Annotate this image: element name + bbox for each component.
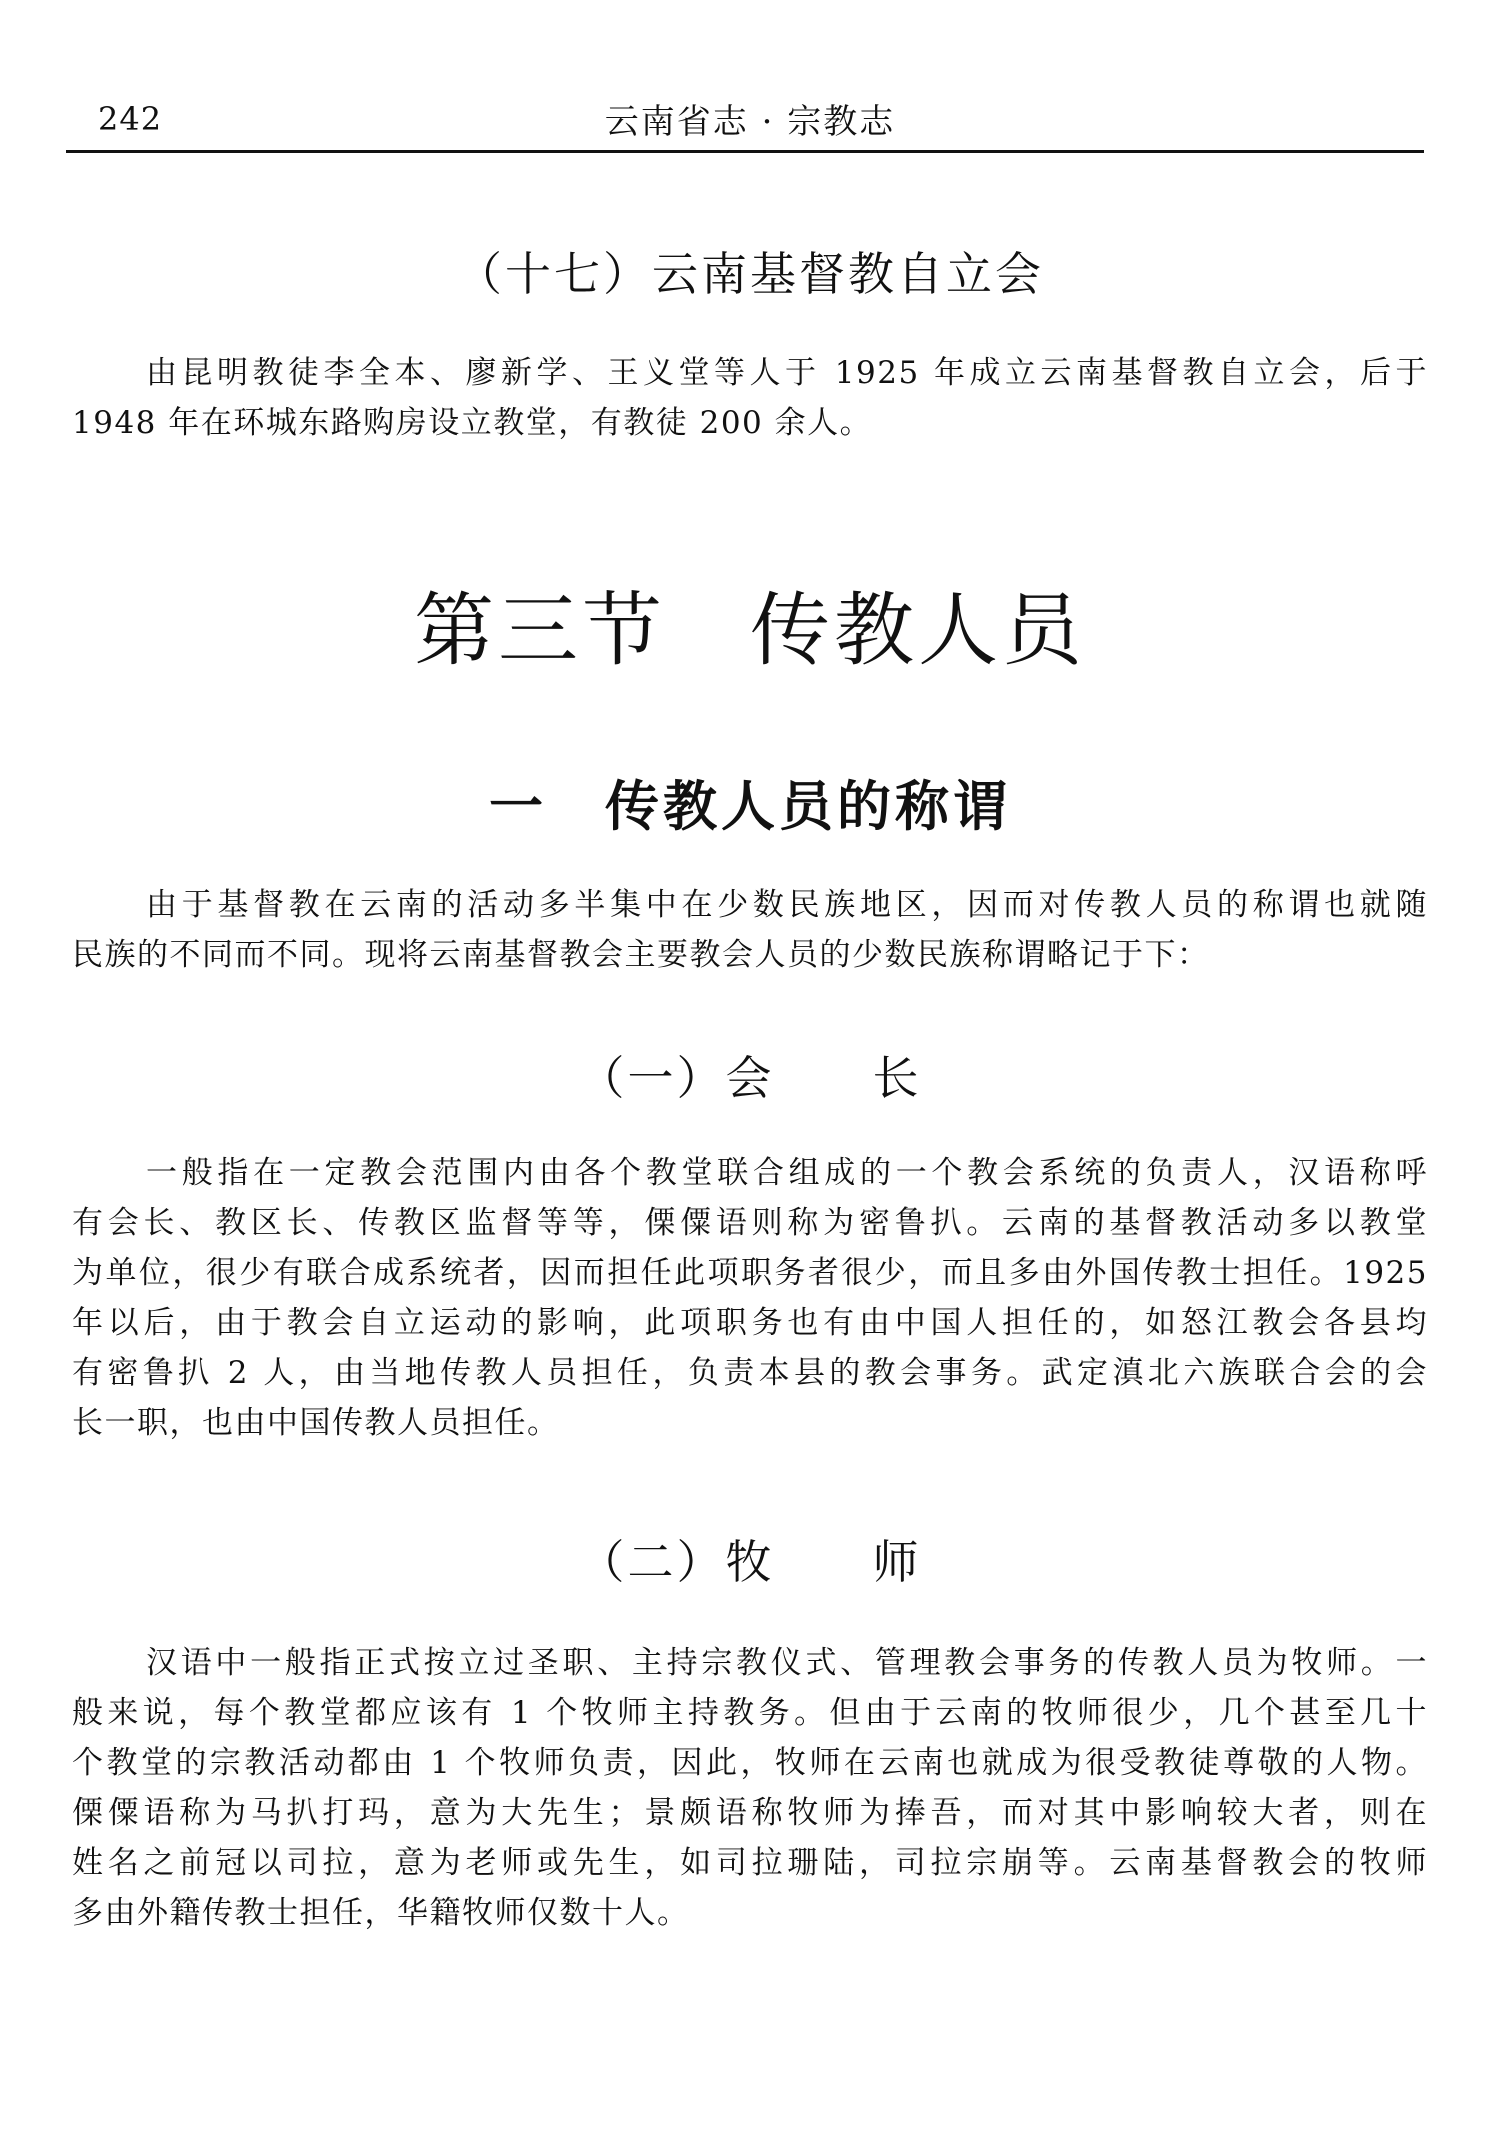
text-line: 1948 年在环城东路购房设立教堂，有教徒 200 余人。	[72, 405, 873, 441]
text-line: 傈僳语称为马扒打玛，意为大先生；景颇语称牧师为捧吾，而对其中影响较大者，则在	[72, 1795, 1428, 1831]
text-line: 为单位，很少有联合成系统者，因而担任此项职务者很少，而且多由外国传教士担任。1925	[72, 1255, 1428, 1291]
text-line: 汉语中一般指正式按立过圣职、主持宗教仪式、管理教会事务的传教人员为牧师。一	[146, 1645, 1428, 1681]
text-line: 姓名之前冠以司拉，意为老师或先生，如司拉珊陆，司拉宗崩等。云南基督教会的牧师	[72, 1845, 1428, 1881]
text-line: 个教堂的宗教活动都由 1 个牧师负责，因此，牧师在云南也就成为很受教徒尊敬的人物。	[72, 1745, 1428, 1781]
subsection-heading-2: （二）牧 师	[578, 1535, 922, 1589]
chapter-heading: 一 传教人员的称谓	[489, 775, 1011, 838]
text-line: 由昆明教徒李全本、廖新学、王义堂等人于 1925 年成立云南基督教自立会，后于	[146, 355, 1428, 391]
text-line: 有密鲁扒 2 人，由当地传教人员担任，负责本县的教会事务。武定滇北六族联合会的会	[72, 1355, 1428, 1391]
text-line: 一般指在一定教会范围内由各个教堂联合组成的一个教会系统的负责人，汉语称呼	[146, 1155, 1428, 1191]
header-rule	[66, 150, 1424, 153]
subsection-heading-17: （十七）云南基督教自立会	[456, 247, 1044, 301]
paragraph-intro	[72, 880, 1428, 980]
paragraph-sub1	[72, 1148, 1428, 1448]
paragraph-s17	[72, 348, 1428, 448]
text-line: 由于基督教在云南的活动多半集中在少数民族地区，因而对传教人员的称谓也就随	[146, 887, 1428, 923]
text-line: 般来说，每个教堂都应该有 1 个牧师主持教务。但由于云南的牧师很少，几个甚至几十	[72, 1695, 1428, 1731]
paragraph-sub2	[72, 1638, 1428, 1938]
page-number: 242	[98, 100, 163, 138]
text-line: 民族的不同而不同。现将云南基督教会主要教会人员的少数民族称谓略记于下：	[72, 937, 1210, 973]
text-line: 有会长、教区长、传教区监督等等，傈僳语则称为密鲁扒。云南的基督教活动多以教堂	[72, 1205, 1428, 1241]
text-line: 多由外籍传教士担任，华籍牧师仅数十人。	[72, 1895, 690, 1931]
subsection-heading-1: （一）会 长	[578, 1051, 922, 1105]
text-line: 年以后，由于教会自立运动的影响，此项职务也有由中国人担任的，如怒江教会各县均	[72, 1305, 1428, 1341]
section-heading: 第三节 传教人员	[414, 584, 1086, 677]
running-title: 云南省志 · 宗教志	[604, 102, 896, 142]
text-line: 长一职，也由中国传教人员担任。	[72, 1405, 560, 1441]
